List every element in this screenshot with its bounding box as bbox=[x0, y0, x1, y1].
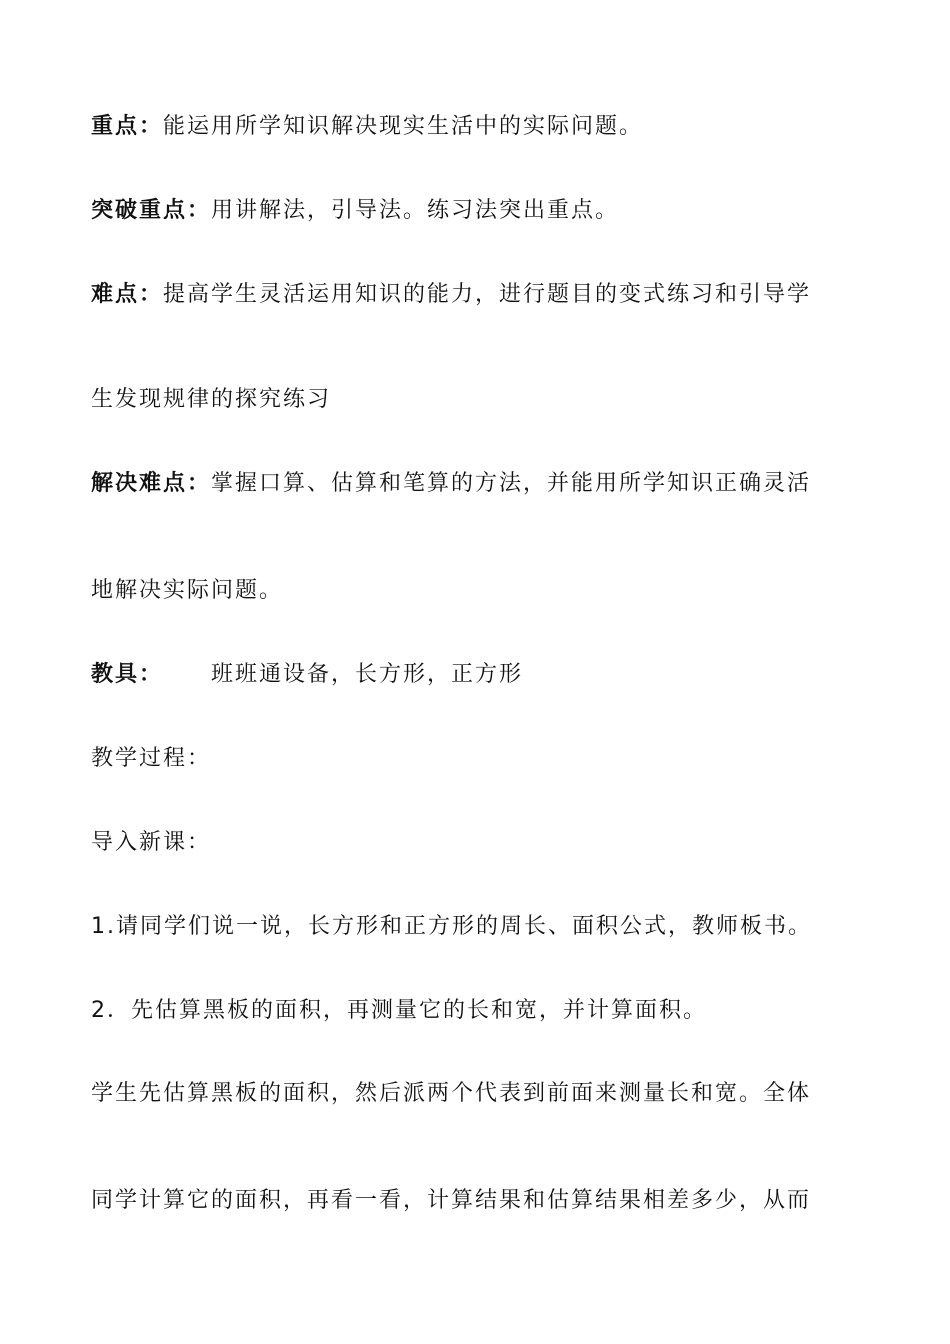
step-2-text: 2．先估算黑板的面积，再测量它的长和宽，并计算面积。 bbox=[91, 998, 707, 1023]
intro-heading bbox=[91, 828, 871, 858]
paragraph-text-line1: 学生先估算黑板的面积，然后派两个代表到前面来测量长和宽。全体 bbox=[91, 1081, 812, 1106]
break-focus-line bbox=[91, 196, 871, 226]
difficulty-text-line2: 生发现规律的探究练习 bbox=[91, 387, 332, 412]
teaching-aids-text: 班班通设备，长方形，正方形 bbox=[211, 662, 524, 687]
difficulty-line bbox=[91, 280, 871, 310]
break-focus-text: 用讲解法，引导法。练习法突出重点。 bbox=[211, 198, 620, 223]
step-2-line bbox=[91, 996, 871, 1026]
difficulty-continuation-line bbox=[91, 385, 871, 415]
paragraph-line-1 bbox=[91, 1079, 871, 1109]
paragraph-text-line2: 同学计算它的面积，再看一看，计算结果和估算结果相差多少，从而 bbox=[91, 1188, 812, 1213]
break-focus-label: 突破重点： bbox=[91, 198, 212, 223]
solve-difficulty-continuation-line bbox=[91, 576, 871, 606]
teaching-aids-label: 教具： bbox=[91, 662, 164, 687]
solve-difficulty-line bbox=[91, 469, 871, 499]
process-heading bbox=[91, 744, 871, 774]
paragraph-line-2 bbox=[91, 1186, 871, 1216]
focus-line bbox=[91, 112, 871, 142]
focus-text: 能运用所学知识解决现实生活中的实际问题。 bbox=[163, 114, 644, 139]
solve-difficulty-text-line2: 地解决实际问题。 bbox=[91, 578, 284, 603]
intro-heading-text: 导入新课： bbox=[91, 830, 212, 855]
difficulty-text-line1: 提高学生灵活运用知识的能力，进行题目的变式练习和引导学 bbox=[163, 282, 812, 307]
step-1-text: 1.请同学们说一说，长方形和正方形的周长、面积公式，教师板书。 bbox=[91, 914, 812, 939]
difficulty-label: 难点： bbox=[91, 282, 164, 307]
solve-difficulty-text-line1: 掌握口算、估算和笔算的方法，并能用所学知识正确灵活 bbox=[211, 471, 812, 496]
process-heading-text: 教学过程： bbox=[91, 746, 212, 771]
solve-difficulty-label: 解决难点： bbox=[91, 471, 212, 496]
teaching-aids-line bbox=[91, 660, 871, 690]
focus-label: 重点： bbox=[91, 114, 164, 139]
step-1-line bbox=[91, 912, 871, 942]
